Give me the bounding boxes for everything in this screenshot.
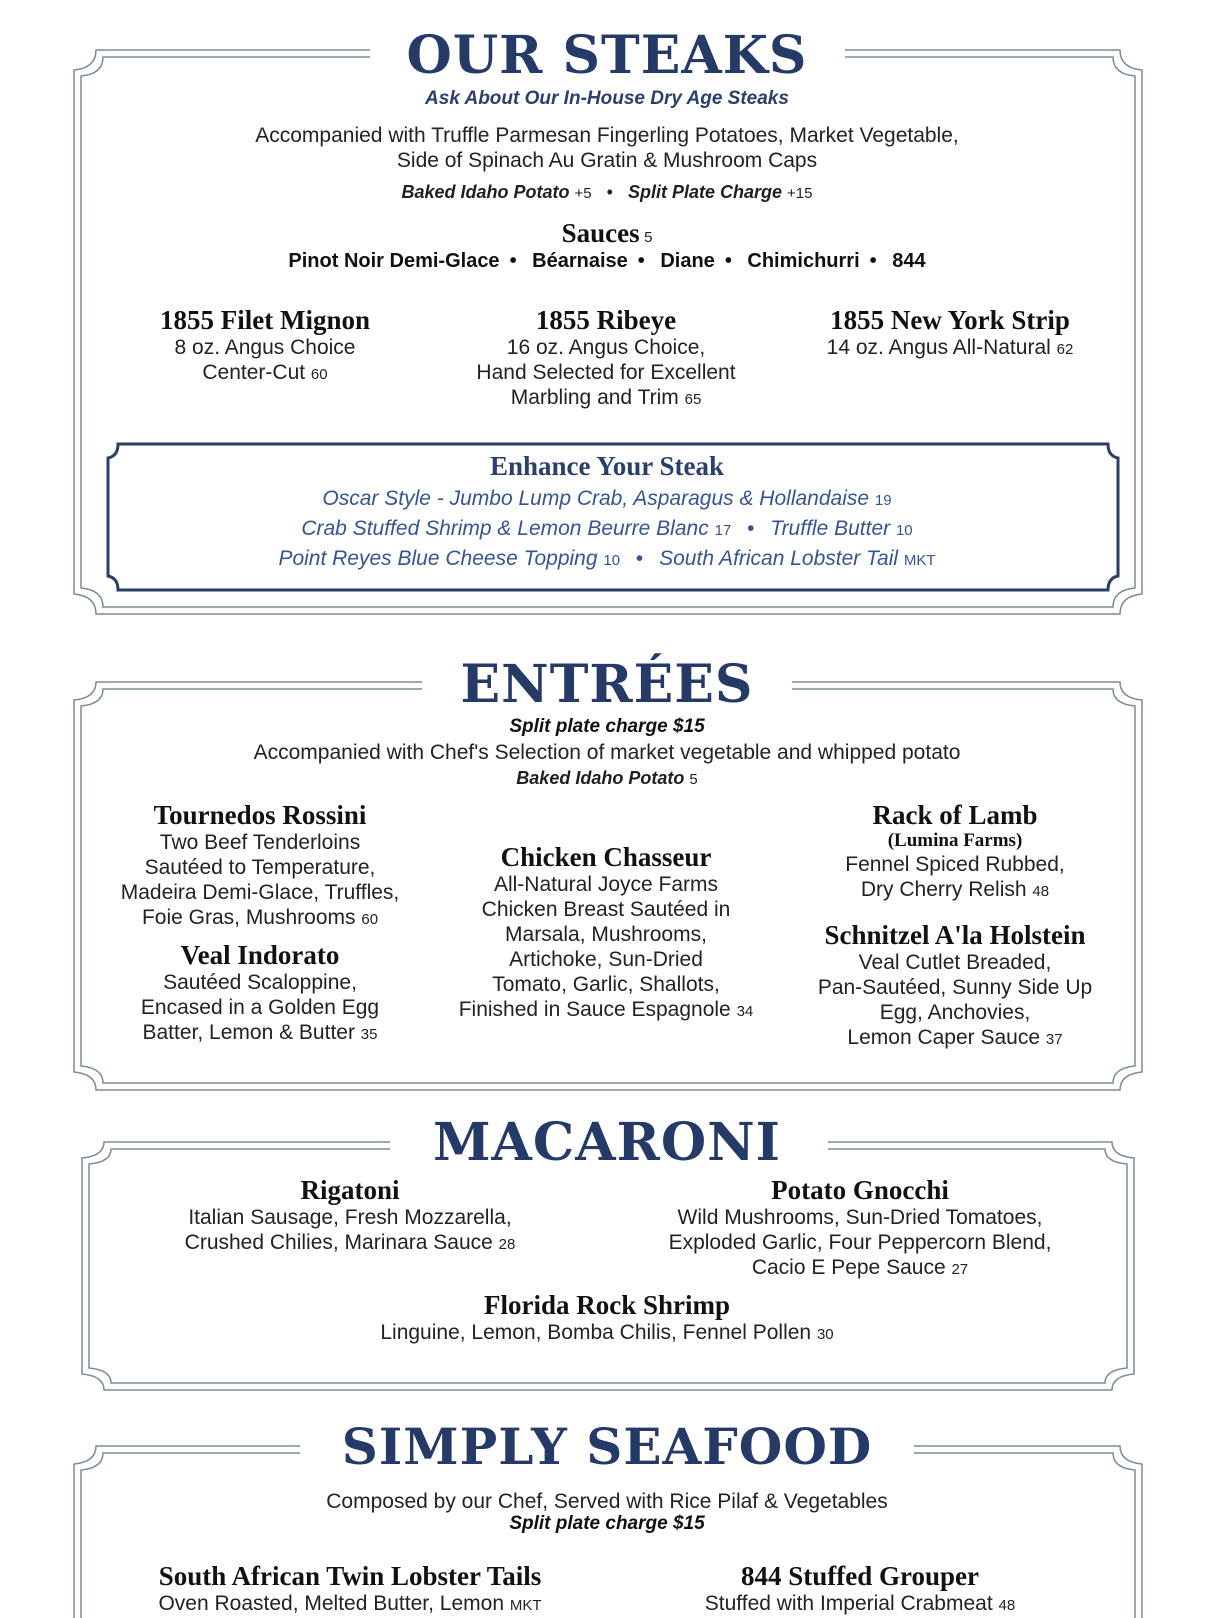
item-price: 48 <box>998 1597 1016 1614</box>
item-name: 844 Stuffed Grouper <box>740 1561 979 1591</box>
separator-dot: • <box>635 547 644 570</box>
entree-item <box>790 800 1120 904</box>
separator-dot: • <box>869 250 877 272</box>
separator-dot: • <box>637 250 645 272</box>
item-desc-price-line <box>307 1320 907 1347</box>
addon-label: Split Plate Charge <box>627 182 783 202</box>
item-desc-price-line <box>100 905 420 932</box>
item-name: Potato Gnocchi <box>771 1175 949 1205</box>
addon-label: Baked Idaho Potato <box>401 182 570 202</box>
item-desc-price-line <box>125 1591 575 1618</box>
separator-dot: • <box>724 250 732 272</box>
enhance-price: 10 <box>603 552 621 569</box>
sauce-item: Diane <box>660 250 715 272</box>
addon-label: Baked Idaho Potato <box>516 768 685 788</box>
macaroni-item <box>150 1175 550 1257</box>
entree-item <box>100 800 420 932</box>
enhance-price: 19 <box>874 492 892 509</box>
item-name: 1855 New York Strip <box>830 305 1070 335</box>
item-name: South African Twin Lobster Tails <box>158 1561 542 1591</box>
item-desc: 8 oz. Angus Choice <box>174 336 356 359</box>
item-desc-price-line <box>150 1230 550 1257</box>
item-price: 30 <box>816 1326 834 1343</box>
item-desc: Egg, Anchovies, <box>879 1001 1031 1024</box>
enhance-price: 17 <box>714 522 732 539</box>
enhance-title: Enhance Your Steak <box>489 451 725 481</box>
enhance-option: Truffle Butter <box>770 517 891 540</box>
item-desc: Lemon Caper Sauce <box>847 1026 1041 1049</box>
item-desc: Finished in Sauce Espagnole <box>458 998 731 1021</box>
item-desc: Sautéed to Temperature, <box>144 856 376 879</box>
item-name: Rack of Lamb <box>872 800 1038 830</box>
item-desc: Stuffed with Imperial Crabmeat <box>704 1592 993 1615</box>
sauce-item: 844 <box>892 250 926 272</box>
item-name: Florida Rock Shrimp <box>483 1290 731 1320</box>
item-price: 48 <box>1032 883 1050 900</box>
sauce-item: Béarnaise <box>532 250 628 272</box>
enhance-price: 10 <box>895 522 913 539</box>
steaks-tagline: Ask About Our In-House Dry Age Steaks <box>425 88 789 109</box>
sauces-label: Sauces <box>561 218 640 248</box>
enhance-line-2 <box>0 514 1214 545</box>
item-desc-price-line <box>800 335 1100 362</box>
macaroni-title: MACARONI <box>432 1112 781 1173</box>
macaroni-item <box>307 1290 907 1347</box>
item-desc: Chicken Breast Sautéed in <box>481 898 731 921</box>
item-desc-price-line <box>115 360 415 387</box>
steaks-accompaniment-2: Side of Spinach Au Gratin & Mushroom Caps <box>396 149 818 172</box>
enhance-price: MKT <box>903 552 936 569</box>
item-desc: Hand Selected for Excellent <box>476 361 736 384</box>
item-desc-price-line <box>436 997 776 1024</box>
sauces-heading <box>0 218 1214 248</box>
item-desc: Marsala, Mushrooms, <box>505 923 707 946</box>
item-desc: 16 oz. Angus Choice, <box>506 336 706 359</box>
entree-item <box>436 842 776 1024</box>
item-desc: Pan-Sautéed, Sunny Side Up <box>817 976 1093 999</box>
item-desc: Center-Cut <box>202 361 306 384</box>
item-desc: Foie Gras, Mushrooms <box>141 906 356 929</box>
steaks-accompaniment-1: Accompanied with Truffle Parmesan Fingerling Potatoes, Market Vegetable, <box>255 124 959 147</box>
addon-price: 5 <box>689 771 698 788</box>
seafood-split-charge: Split plate charge $15 <box>509 1513 705 1534</box>
item-desc: Artichoke, Sun-Dried <box>509 948 703 971</box>
item-subname: (Lumina Farms) <box>887 830 1023 851</box>
item-desc: Dry Cherry Relish <box>860 878 1027 901</box>
item-price: 62 <box>1056 341 1074 358</box>
sauce-item: Chimichurri <box>747 250 860 272</box>
entrees-addon <box>0 768 1214 789</box>
item-price: 60 <box>310 366 328 383</box>
entree-item <box>100 940 420 1047</box>
item-desc: All-Natural Joyce Farms <box>493 873 719 896</box>
seafood-item <box>125 1561 575 1618</box>
item-desc-price-line <box>640 1255 1080 1282</box>
enhance-option: Oscar Style - Jumbo Lump Crab, Asparagus & Hollandaise <box>322 487 870 510</box>
enhance-option: Crab Stuffed Shrimp & Lemon Beurre Blanc <box>301 517 709 540</box>
sauces-list <box>0 250 1214 273</box>
item-price: 34 <box>736 1003 754 1020</box>
item-desc-price-line <box>436 385 776 412</box>
entrees-title: ENTRÉES <box>460 654 754 715</box>
item-desc: 14 oz. Angus All-Natural <box>826 336 1051 359</box>
steak-item <box>436 305 776 412</box>
item-price: 37 <box>1045 1031 1063 1048</box>
enhance-option: South African Lobster Tail <box>659 547 899 570</box>
item-desc: Two Beef Tenderloins <box>159 831 361 854</box>
macaroni-item <box>640 1175 1080 1282</box>
enhance-line-1 <box>0 484 1214 515</box>
item-name: Veal Indorato <box>180 940 340 970</box>
separator-dot: • <box>747 517 755 540</box>
item-price: 35 <box>360 1026 378 1043</box>
addon-price: +15 <box>787 185 813 202</box>
separator-dot: • <box>606 182 613 202</box>
item-desc: Oven Roasted, Melted Butter, Lemon <box>158 1592 504 1615</box>
item-desc-price-line <box>660 1591 1060 1618</box>
entrees-accompaniment: Accompanied with Chef's Selection of market vegetable and whipped potato <box>253 741 961 764</box>
item-desc: Batter, Lemon & Butter <box>142 1021 355 1044</box>
entrees-split-charge: Split plate charge $15 <box>509 716 705 737</box>
item-name: Chicken Chasseur <box>500 842 712 872</box>
item-desc-price-line <box>100 1020 420 1047</box>
item-desc: Italian Sausage, Fresh Mozzarella, <box>188 1206 512 1229</box>
item-desc: Tomato, Garlic, Shallots, <box>492 973 720 996</box>
item-desc: Exploded Garlic, Four Peppercorn Blend, <box>668 1231 1052 1254</box>
steak-item <box>115 305 415 387</box>
item-price: 27 <box>951 1261 969 1278</box>
item-name: Tournedos Rossini <box>153 800 367 830</box>
item-desc: Wild Mushrooms, Sun-Dried Tomatoes, <box>677 1206 1043 1229</box>
steaks-addons <box>0 182 1214 203</box>
sauce-item: Pinot Noir Demi-Glace <box>288 250 500 272</box>
entree-item <box>790 920 1120 1052</box>
item-price: 65 <box>684 391 702 408</box>
steak-item <box>800 305 1100 362</box>
item-desc: Marbling and Trim <box>510 386 679 409</box>
item-desc: Encased in a Golden Egg <box>140 996 380 1019</box>
item-desc: Crushed Chilies, Marinara Sauce <box>184 1231 493 1254</box>
enhance-option: Point Reyes Blue Cheese Topping <box>278 547 598 570</box>
sauces-price: 5 <box>644 229 653 246</box>
seafood-accompaniment: Composed by our Chef, Served with Rice Pilaf & Vegetables <box>326 1490 888 1513</box>
item-desc: Veal Cutlet Breaded, <box>858 951 1052 974</box>
seafood-item <box>660 1561 1060 1618</box>
item-desc: Cacio E Pepe Sauce <box>751 1256 946 1279</box>
item-price: 28 <box>498 1236 516 1253</box>
enhance-line-3 <box>0 544 1214 575</box>
item-desc: Madeira Demi-Glace, Truffles, <box>120 881 400 904</box>
item-price: MKT <box>509 1597 542 1614</box>
item-desc: Sautéed Scaloppine, <box>163 971 357 994</box>
steaks-title: OUR STEAKS <box>406 25 808 86</box>
seafood-title: SIMPLY SEAFOOD <box>341 1417 873 1476</box>
item-desc: Linguine, Lemon, Bomba Chilis, Fennel Pollen <box>380 1321 812 1344</box>
item-desc: Fennel Spiced Rubbed, <box>845 853 1065 876</box>
item-name: Rigatoni <box>300 1175 400 1205</box>
item-name: 1855 Ribeye <box>535 305 677 335</box>
item-price: 60 <box>361 911 379 928</box>
item-desc-price-line <box>790 1025 1120 1052</box>
item-name: Schnitzel A'la Holstein <box>824 920 1086 950</box>
addon-price: +5 <box>574 185 592 202</box>
item-desc-price-line <box>790 877 1120 904</box>
item-name: 1855 Filet Mignon <box>160 305 370 335</box>
separator-dot: • <box>509 250 517 272</box>
